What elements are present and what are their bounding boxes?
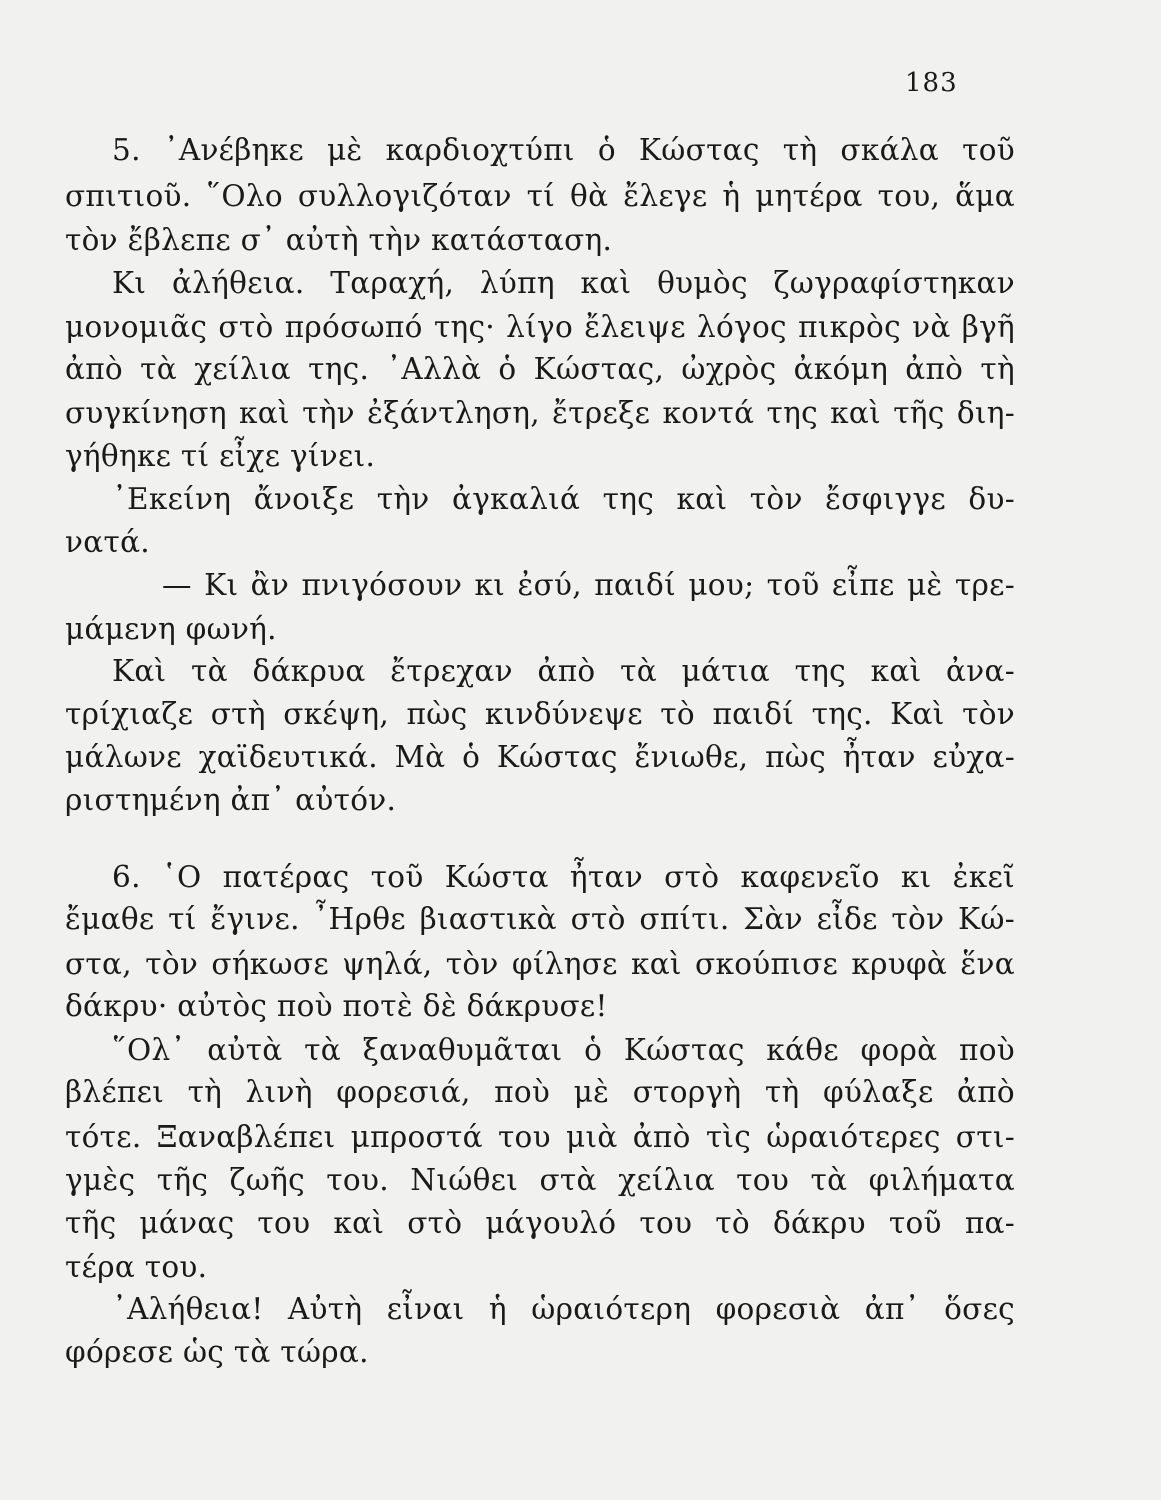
text-line: ἔμαθε τί ἔγινε. ῏Ηρθε βιαστικὰ στὸ σπίτι. Σὰν εἶδε τὸν Κώ- (65, 902, 1015, 936)
text-line: σπιτιοῦ. ῞Ολο συλλογιζόταν τί θὰ ἔλεγε ἡ μητέρα του, ἅμα (65, 179, 1015, 213)
text-line: τῆς μάνας του καὶ στὸ μάγουλό του τὸ δάκρυ τοῦ πα- (65, 1206, 1015, 1240)
text-line: 6. ῾Ο πατέρας τοῦ Κώστα ἦταν στὸ καφενεῖο κι ἐκεῖ (112, 860, 1015, 894)
page-number: 183 (905, 68, 958, 98)
text-line: γήθηκε τί εἶχε γίνει. (65, 439, 376, 473)
text-line: γμὲς τῆς ζωῆς του. Νιώθει στὰ χείλια του τὰ φιλήματα (65, 1163, 1015, 1197)
text-line: ῞Ολ᾿ αὐτὰ τὰ ξαναθυμᾶται ὁ Κώστας κάθε φορὰ ποὺ (112, 1033, 1015, 1067)
text-line: ᾿Εκείνη ἄνοιξε τὴν ἀγκαλιά της καὶ τὸν ἔσφιγγε δυ- (112, 482, 1015, 516)
text-line: ἀπὸ τὰ χείλια της. ᾿Αλλὰ ὁ Κώστας, ὠχρὸς ἀκόμη ἀπὸ τὴ (65, 352, 1015, 386)
text-line: στα, τὸν σήκωσε ψηλά, τὸν φίλησε καὶ σκούπισε κρυφὰ ἕνα (65, 947, 1015, 981)
text-line: μάμενη φωνή. (65, 612, 277, 646)
text-line: μονομιᾶς στὸ πρόσωπό της· λίγο ἔλειψε λόγος πικρὸς νὰ βγῆ (65, 310, 1015, 344)
text-line: νατά. (65, 525, 150, 559)
text-line: δάκρυ· αὐτὸς ποὺ ποτὲ δὲ δάκρυσε! (65, 989, 608, 1023)
text-line: φόρεσε ὡς τὰ τώρα. (65, 1335, 369, 1369)
text-line: ριστημένη ἀπ᾿ αὐτόν. (65, 783, 397, 817)
text-line: Καὶ τὰ δάκρυα ἔτρεχαν ἀπὸ τὰ μάτια της καὶ ἀνα- (112, 654, 1015, 688)
text-line: Κι ἀλήθεια. Ταραχή, λύπη καὶ θυμὸς ζωγραφίστηκαν (112, 266, 1015, 300)
text-line: 5. ᾿Ανέβηκε μὲ καρδιοχτύπι ὁ Κώστας τὴ σκάλα τοῦ (112, 133, 1015, 167)
text-line: τότε. Ξαναβλέπει μπροστά του μιὰ ἀπὸ τὶς ὡραιότερες στι- (65, 1120, 1015, 1154)
text-line: βλέπει τὴ λινὴ φορεσιά, ποὺ μὲ στοργὴ τὴ φύλαξε ἀπὸ (65, 1075, 1015, 1109)
text-line: — Κι ἂν πνιγόσουν κι ἐσύ, παιδί μου; τοῦ εἶπε μὲ τρε- (162, 568, 1015, 602)
text-line: τὸν ἔβλεπε σ᾿ αὐτὴ τὴν κατάσταση. (65, 223, 613, 257)
text-line: τρίχιαζε στὴ σκέψη, πὼς κινδύνεψε τὸ παιδί της. Καὶ τὸν (65, 697, 1015, 731)
text-line: ᾿Αλήθεια! Αὐτὴ εἶναι ἡ ὡραιότερη φορεσιὰ ἀπ᾿ ὅσες (112, 1292, 1015, 1326)
text-line: μάλωνε χαϊδευτικά. Μὰ ὁ Κώστας ἔνιωθε, πὼς ἦταν εὐχα- (65, 740, 1015, 774)
text-line: συγκίνηση καὶ τὴν ἐξάντληση, ἔτρεξε κοντά της καὶ τῆς διη- (65, 396, 1015, 430)
text-line: τέρα του. (65, 1250, 208, 1284)
